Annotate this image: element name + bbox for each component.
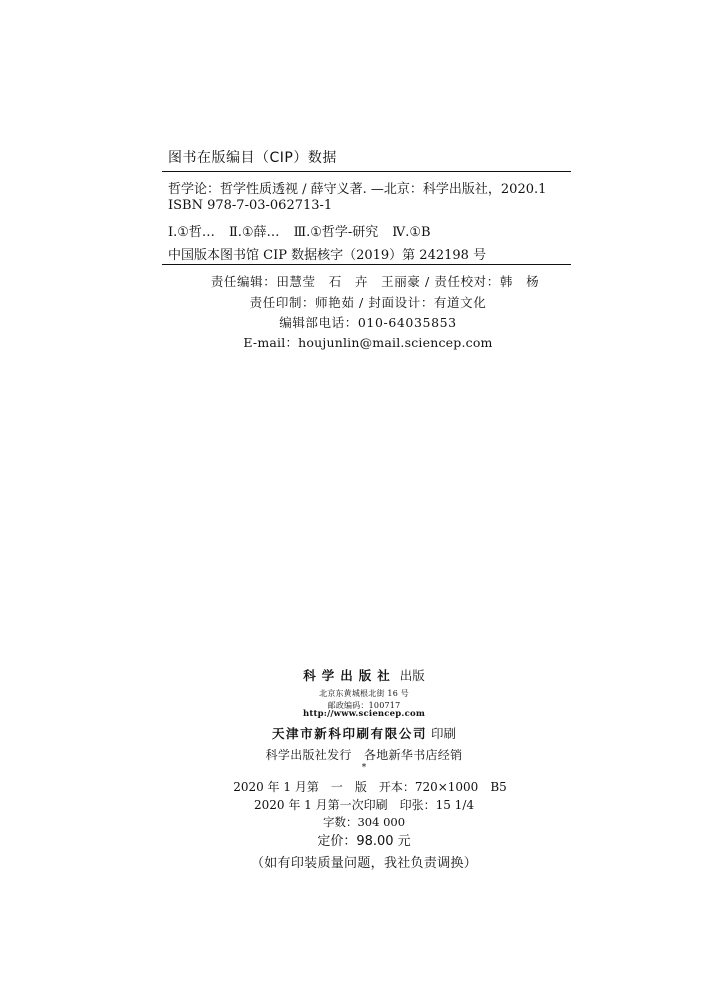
printer-suffix: 印刷: [427, 726, 457, 741]
separator-star: *: [361, 763, 367, 773]
staff-editors: 责任编辑：田慧莹 石 卉 王丽豪 / 责任校对：韩 杨: [210, 274, 540, 289]
cip-bottom-rule: [162, 264, 571, 265]
quality-note: （如有印装质量问题，我社负责调换）: [250, 856, 478, 871]
price: 定价：98.00 元: [317, 834, 411, 849]
publisher-postcode: 邮政编码：100717: [327, 701, 401, 710]
cip-class-item: Ⅱ.①薛…: [228, 225, 280, 240]
publisher-line: [4, 666, 720, 684]
printing-sheets-line: 2020 年 1 月第一次印刷 印张：15 1/4: [253, 798, 474, 812]
cip-title: 图书在版编目（CIP）数据: [168, 150, 337, 166]
staff-printing-design: 责任印制：师艳茹 / 封面设计：有道文化: [249, 295, 487, 310]
cip-top-rule: [162, 171, 571, 172]
editorial-email: E-mail：houjunlin@mail.sciencep.com: [243, 335, 493, 350]
cip-classification: [168, 221, 431, 240]
editorial-phone: 编辑部电话：010-64035853: [279, 315, 457, 330]
cip-check-number: 中国版本图书馆 CIP 数据核字（2019）第 242198 号: [168, 248, 487, 263]
distribution-line: 科学出版社发行 各地新华书店经销: [265, 748, 463, 762]
word-count: 字数：304 000: [322, 815, 406, 829]
cip-bibliographic-line: 哲学论：哲学性质透视 / 薛守义著. —北京：科学出版社，2020.1: [168, 182, 547, 197]
cip-class-item: Ⅳ.①B: [392, 225, 431, 240]
printer-name: 天津市新科印刷有限公司: [271, 726, 428, 741]
publisher-address: 北京东黄城根北街 16 号: [319, 689, 409, 698]
cip-class-item: Ⅲ.①哲学-研究: [293, 225, 379, 240]
publisher-name: 科学出版社: [303, 668, 396, 683]
publisher-url: http://www.sciencep.com: [302, 709, 426, 719]
publisher-suffix: 出版: [395, 668, 425, 683]
edition-format-line: 2020 年 1 月第 一 版 开本：720×1000 B5: [233, 780, 507, 794]
printer-line: [4, 724, 720, 742]
cip-class-item: Ⅰ.①哲…: [168, 225, 215, 240]
cip-isbn: ISBN 978-7-03-062713-1: [168, 198, 333, 213]
